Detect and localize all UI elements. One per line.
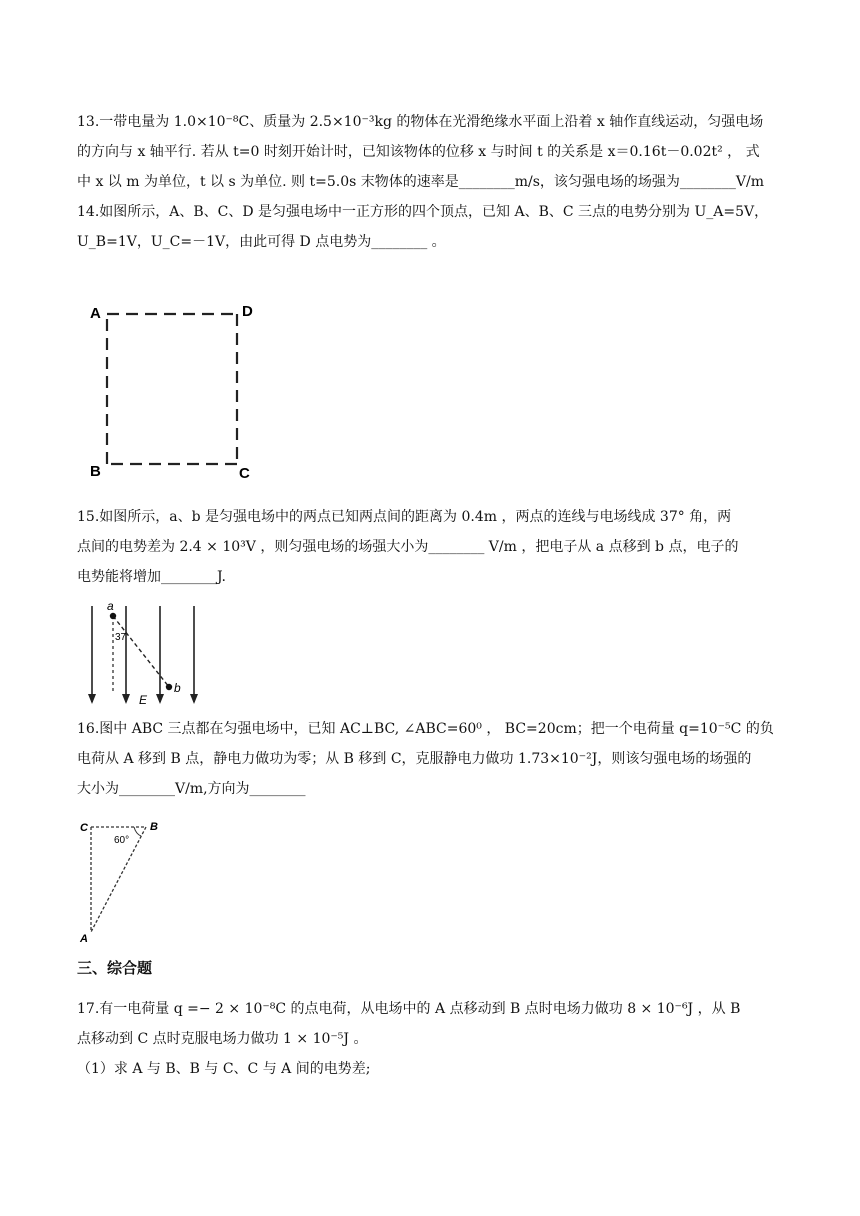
label-angle-60: 60° <box>114 835 130 846</box>
label-point-a: a <box>107 600 114 613</box>
label-angle-37: 37 <box>115 632 127 643</box>
q13-line-1: 13.一带电量为 1.0×10⁻⁸C、质量为 2.5×10⁻³kg 的物体在光滑绝缘水平面上沿着 x 轴作直线运动，匀强电场 <box>77 114 764 130</box>
q14-line-1: 14.如图所示，A、B、C、D 是匀强电场中一正方形的四个顶点，已知 A、B、C 三点的电势分别为 U_A=5V， <box>77 204 769 220</box>
q15-line-2: 点间的电势差为 2.4 × 10³V ，则匀强电场的场强大小为________ V/m ，把电子从 a 点移到 b 点，电子的 <box>77 539 739 555</box>
question-17 <box>77 994 783 1084</box>
q17-sub-1: （1）求 A 与 B、B 与 C、C 与 A 间的电势差; <box>77 1061 371 1077</box>
q15-figure-field <box>82 600 212 710</box>
label-d: D <box>242 303 253 320</box>
q17-line-1: 17.有一电荷量 q =− 2 × 10⁻⁸C 的点电荷，从电场中的 A 点移动到 B 点时电场力做功 8 × 10⁻⁶J ，从 B <box>77 1001 741 1017</box>
section-heading: 三、综合题 <box>77 959 153 977</box>
q13-line-3: 中 x 以 m 为单位，t 以 s 为单位. 则 t=5.0s 末物体的速率是________m/s，该匀强电场的场强为________V/m <box>77 174 765 190</box>
label-b: B <box>150 821 158 833</box>
q16-line-3: 大小为________V/m,方向为________ <box>77 781 306 797</box>
q16-figure-triangle <box>74 816 184 946</box>
label-a: A <box>90 305 101 322</box>
q14-figure-square <box>85 298 265 483</box>
question-14 <box>77 197 783 257</box>
q17-line-2: 点移动到 C 点时克服电场力做功 1 × 10⁻⁵J 。 <box>77 1031 368 1047</box>
point-a <box>110 613 116 619</box>
label-point-b: b <box>174 681 181 695</box>
q14-line-2: U_B=1V，U_C=－1V，由此可得 D 点电势为________ 。 <box>77 234 446 250</box>
question-13 <box>77 107 783 197</box>
q15-line-1: 15.如图所示，a、b 是匀强电场中的两点已知两点间的距离为 0.4m ，两点的连线与电场线成 37° 角，两 <box>77 509 732 525</box>
q15-line-3: 电势能将增加________J. <box>77 569 226 585</box>
q13-line-2: 的方向与 x 轴平行. 若从 t=0 时刻开始计时，已知该物体的位移 x 与时间 t 的关系是 x＝0.16t－0.02t² ， 式 <box>77 144 760 160</box>
q16-line-1: 16.图中 ABC 三点都在匀强电场中，已知 AC⊥BC, ∠ABC=60⁰ ， BC=20cm；把一个电荷量 q=10⁻⁵C 的负 <box>77 721 774 737</box>
question-16 <box>77 714 783 804</box>
label-c: C <box>239 465 250 482</box>
label-c: C <box>80 822 88 834</box>
angle-arc-b <box>134 827 141 836</box>
label-a: A <box>80 933 88 945</box>
question-15 <box>77 502 783 592</box>
q16-line-2: 电荷从 A 移到 B 点，静电力做功为零；从 B 移到 C，克服静电力做功 1.73×10⁻²J，则该匀强电场的场强的 <box>77 751 752 767</box>
label-b: B <box>90 463 101 480</box>
label-field-e: E <box>139 693 148 707</box>
point-b <box>166 684 172 690</box>
